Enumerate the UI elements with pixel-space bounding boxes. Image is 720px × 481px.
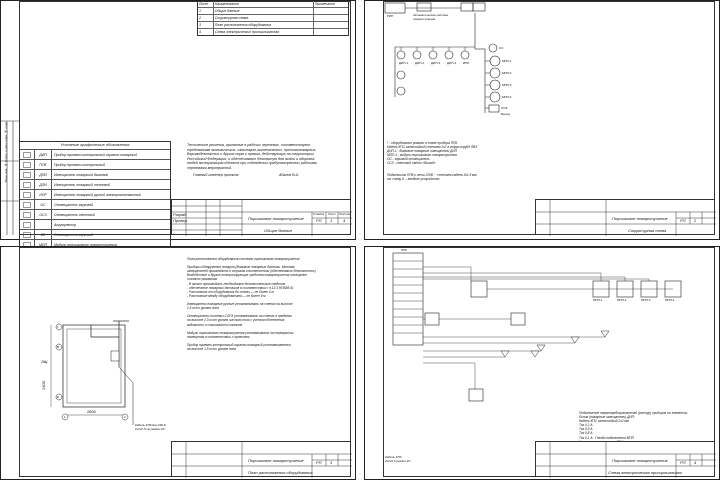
siren-icon: [489, 44, 497, 52]
title-block-head-sheet: Лист: [328, 212, 336, 216]
contents-table: [197, 1, 349, 36]
module-label: МПП-2: [617, 298, 627, 302]
legend-description: Прибор приемно-контрольный охранно-пожарный: [54, 152, 137, 157]
title-block: [171, 441, 351, 477]
title-block-head-stage: Стадия: [313, 212, 325, 216]
smoke-detector-icon: [397, 87, 405, 95]
contents-row: [198, 15, 348, 22]
node-label: МПП-3: [502, 83, 512, 87]
legend-table: [19, 141, 171, 251]
legend-description: Оповещатель световой: [54, 212, 95, 217]
axis-label: 1: [64, 415, 66, 419]
legend-symbol-icon: [20, 180, 35, 189]
smoke-detector-icon: [397, 71, 405, 79]
module-label: МПП-1: [593, 298, 603, 302]
title-block-stage: РП: [680, 460, 686, 465]
title-block: [171, 199, 351, 235]
title-block-head-sheets: Листов: [339, 212, 350, 216]
legend-row: [20, 210, 170, 220]
module-icon: [490, 92, 500, 102]
legend-description: Прибор приемно-контрольный: [54, 162, 105, 167]
dimension-height: 2400: [41, 381, 46, 390]
legend-row: [20, 200, 170, 210]
legend-description: Извещатель пожарный дымовой: [54, 172, 109, 177]
structural-notes: * - оборудование указано в схеме прибора ППК Кабель КПС огнестойкий сечением 2х2 в гофро-трубе ПВХ ДИП-1 - дымовые пожарные извещатели ДИП МПП-1 - модули порошкового пожаротушения ОС - звуковой оповещатель ОСЗ - световой табло «Выход»: [387, 141, 478, 165]
ppk-panel-icon: [393, 253, 423, 345]
title-block-sheet-number: 1: [330, 218, 333, 223]
axis-label: В: [57, 345, 60, 349]
axis-label: Б: [57, 395, 59, 399]
legend-row: [20, 170, 170, 180]
legend-title: Условные графические обозначения: [20, 142, 170, 150]
smoke-detector-icon: [397, 51, 405, 59]
contents-cell: [314, 29, 348, 35]
contents-cell: 3: [198, 22, 214, 28]
title-block-sheet-count: 4: [343, 218, 346, 223]
chief-engineer-label: Главный инженер проекта: [193, 173, 239, 177]
legend-symbol-icon: [20, 190, 35, 199]
legend-row: [20, 230, 170, 240]
contents-cell: 1: [198, 8, 214, 14]
legend-rows: [20, 150, 170, 250]
plan-notes: План расположения оборудования системы порошкового пожаротушения Приборы обнаружения пожаров (дымовые пожарные датчики. Монтаж извещателей производить в строгом соответствии (обеспечивать безопасность) Воздействие и другие контролирующие средства пожаротушения оснащение согласно указаниям - В запасе производить необходимые дополнительные сведения - обеспечение пожарных датчиков в соответствии с п.13.3 НПБ88-01 - Расстояние от оборудования до стены — не более 4 м - Расстояние между оборудованием — не более 9 м Извещатели пожарные ручные устанавливать на стенах на высоте 1,5 м от уровня пола Оповещатели системы СОУЭ устанавливать на стенах в пределах на высоте 2,3 м от уровня чистого пола с учетом обеспечения видимости и слышимости сигналов Модуль порошкового пожаротушения устанавливать на перекрытии помещения в соответствии с проектом Прибор приемно-контрольный охранно-пожарный устанавливается на высоте 1,5 м от уровня пола: [187, 257, 316, 352]
legend-code: ППК: [35, 160, 52, 169]
terminal-block-icon: [425, 313, 439, 325]
terminal-block-icon: [469, 389, 483, 401]
system-label: Автоматическая система пожаротушения: [413, 13, 448, 21]
contents-cell: План расположения оборудования: [214, 22, 314, 28]
terminal-block-icon: [511, 313, 525, 325]
structural-notes-power: Подключить ППК к сети 220В, ~ сечением кабеля 3х1.5 мм см. схему 6 -- вводное устройство: [387, 173, 477, 181]
node-label: ИПР: [463, 61, 470, 65]
node-label: МПП-4: [502, 95, 512, 99]
ppk-label: ППК: [401, 248, 408, 252]
legend-code: ДИП: [35, 150, 52, 159]
module-label: МПП-3: [641, 298, 651, 302]
contents-cell: Схема электрических принципиальная: [214, 29, 314, 35]
module-icon: [490, 56, 500, 66]
module-icon: [490, 80, 500, 90]
contents-row: [198, 8, 348, 15]
module-icon: [490, 68, 500, 78]
title-block-sheet-name: Структурная схема: [628, 228, 667, 233]
legend-code: [35, 220, 52, 229]
title-block-project-title: Порошковое пожаротушение: [248, 216, 304, 221]
legend-row: [20, 220, 170, 230]
smoke-detector-icon: [429, 51, 437, 59]
title-block-project-title: Порошковое пожаротушение: [612, 458, 668, 463]
contents-row: [198, 29, 348, 35]
legend-row: [20, 150, 170, 160]
legend-symbol-icon: [20, 160, 35, 169]
node-label: ОС: [499, 46, 504, 50]
detector-icon: [571, 337, 579, 343]
legend-description: Оповещатель звуковой: [54, 232, 94, 237]
detector-icon: [531, 351, 539, 357]
sheet-general-data: [0, 0, 356, 247]
exit-sign-icon: [489, 105, 499, 112]
legend-description: Извещатель пожарный ручной электроконтактный: [54, 192, 142, 197]
title-block-sheet-name: План расположения оборудования: [248, 470, 313, 475]
legend-description: Оповещатель звуковой: [54, 202, 94, 207]
detector-icon: [601, 331, 609, 337]
ppk-label: РИП: [387, 14, 394, 18]
contents-head-sheet: Лист: [198, 1, 214, 7]
legend-code: ДПИ: [35, 170, 52, 179]
contents-cell: Структурная схема: [214, 15, 314, 21]
title-block-role-checker: Провер.: [173, 218, 188, 223]
cable-callout: Кабель КПС 2х2х0,5 раздел КС: [385, 455, 411, 463]
legend-code: ОСЗ: [35, 210, 52, 219]
smoke-detector-icon: [413, 51, 421, 59]
axis-label: 2: [124, 415, 126, 419]
legend-description: Модуль порошкового пожаротушения: [54, 242, 118, 247]
module-block-icon: [471, 281, 487, 297]
detector-icon: [537, 345, 545, 351]
title-block-stage: РП: [316, 218, 322, 223]
node-label: МПП-2: [502, 71, 512, 75]
sheet-wiring-diagram: [364, 246, 720, 480]
title-block-sheet-number: 4: [694, 460, 697, 465]
title-block-sheet-name: Общие данные: [264, 228, 293, 233]
sheet-equipment-plan: [0, 246, 356, 480]
side-stamp: Взам. инв. № | Подп. и дата | Инв. № подл.: [4, 121, 8, 183]
structural-nodes: [397, 44, 500, 112]
side-stamp-lines: [1, 1, 19, 241]
contents-header: [198, 1, 348, 8]
node-label: ДИП-1: [399, 61, 409, 65]
contents-cell: [314, 8, 348, 14]
node-label: ДИП-4: [447, 61, 457, 65]
title-block: [535, 441, 715, 477]
module-label: МПП-4: [665, 298, 675, 302]
legend-row: [20, 160, 170, 170]
wiring-notes: Подключение термопредохранителей (контур) приборов на элементы. Линия (пожарные извещатели) ДИП. Кабель КПС огнестойкий 2х2 мм Ток 0,2 А Ток 0,5 А Ток 0,8 А Ток 0,1 А - Гнезда подключения МПП: [579, 411, 689, 440]
legend-code: ОС: [35, 200, 52, 209]
legend-symbol-icon: [20, 150, 35, 159]
contents-cell: [314, 22, 348, 28]
legend-code: МПП: [35, 240, 52, 249]
legend-symbol-icon: [20, 210, 35, 219]
general-notes: Технические решения, принятые в рабочих чертежах, соответствуют требованиям экологических, санитарно-гигиенических, противопожарных, Взрывобезопасных и других норм и правил, действующих на территории. Российской Федерации, и обеспечивают безопасную для жизни и здоровья людей эксплуатацию объекта при соблюдении предусмотренных рабочими чертежами мероприятий.: [187, 143, 318, 170]
dimension-width: 2800: [87, 409, 96, 414]
title-block-sheet-number: 2: [694, 218, 697, 223]
title-block-project-title: Порошковое пожаротушение: [248, 458, 304, 463]
title-block-role-developer: Разраб.: [173, 212, 188, 217]
title-block-project-title: Порошковое пожаротушение: [612, 216, 668, 221]
contents-row: [198, 22, 348, 29]
detector-icon: [501, 351, 509, 357]
legend-description: Извещатель пожарный тепловой: [54, 182, 111, 187]
contents-head-note: Примечание: [314, 2, 335, 6]
legend-symbol-icon: [20, 170, 35, 179]
title-block-stage: РП: [680, 218, 686, 223]
ppk-device-icon: [111, 351, 119, 361]
cable-callout: Кабель КПСЭнг-FRLS 2х2х0,5 см раздел КС: [135, 423, 166, 431]
legend-symbol-icon: [20, 230, 35, 239]
title-block-sheet-number: 3: [330, 460, 333, 465]
node-label: Выход: [501, 112, 510, 116]
contents-cell: [314, 15, 348, 21]
node-label: ДИП-3: [431, 61, 441, 65]
contents-cell: Общие данные: [214, 8, 314, 14]
title-block-stage: РП: [316, 460, 322, 465]
legend-code: ИПР: [35, 190, 52, 199]
title-block: [535, 199, 715, 235]
legend-code: БЗ: [35, 230, 52, 239]
smoke-detector-icon: [445, 51, 453, 59]
legend-description: Аккумулятор: [54, 222, 77, 227]
node-label: ДИП-2: [415, 61, 425, 65]
contents-cell: 4: [198, 29, 214, 35]
title-block-sheet-name: Схема электрическая принципиальная: [608, 470, 682, 475]
legend-code: ДПИ: [35, 180, 52, 189]
chief-engineer-name: Абалов В.А.: [279, 173, 300, 177]
legend-symbol-icon: [20, 220, 35, 229]
legend-row: [20, 190, 170, 200]
contents-cell: 2: [198, 15, 214, 21]
legend-row: [20, 180, 170, 190]
manual-call-point-icon: [461, 51, 469, 59]
room-label: ЭЩ: [41, 359, 48, 364]
sheet-structural-diagram: [364, 0, 720, 240]
legend-symbol-icon: [20, 200, 35, 209]
contents-head-name: Наименование: [214, 1, 314, 7]
node-label: МПП-1: [502, 59, 512, 63]
node-label: ОСЗ: [501, 106, 508, 110]
axis-label: Г: [57, 325, 59, 329]
